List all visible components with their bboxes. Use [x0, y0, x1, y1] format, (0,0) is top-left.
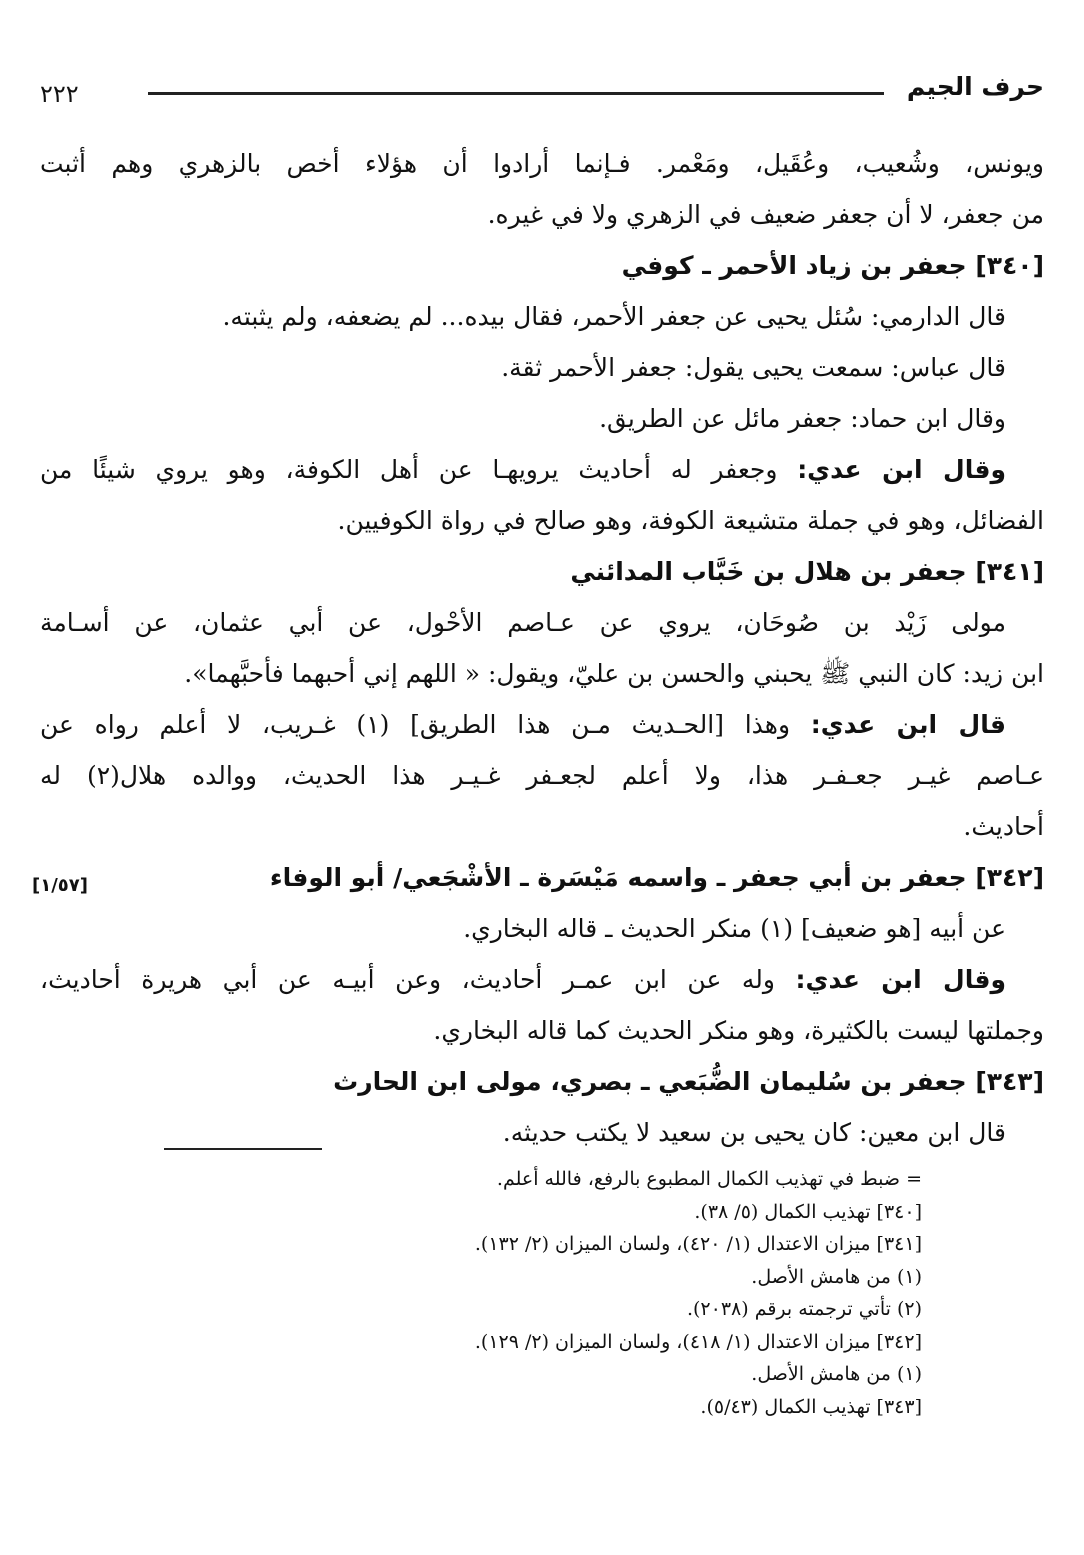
footnote: [٣٤١] ميزان الاعتدال (١/ ٤٢٠)، ولسان الميزان (٢/ ١٣٢).	[474, 1233, 922, 1255]
text-line: وجملتها ليست بالكثيرة، وهو منكر الحديث كما قاله البخاري.	[433, 1016, 1044, 1045]
line-text: وله عن ابن عمـر أحاديث، وعن أبيـه عن أبي هريرة أحاديث،	[40, 965, 775, 994]
line-text: وهذا [الحـديث مـن هذا الطريق] (١) غـريب، لا أعلم رواه عن	[40, 710, 791, 739]
text-line: قال عباس: سمعت يحيى يقول: جعفر الأحمر ثقة.	[501, 353, 1006, 382]
line-text: وجعفر له أحاديث يرويهـا عن أهل الكوفة، وهو يروي شيئًا من	[40, 455, 778, 484]
text-line: عـاصم غيـر جعـفـر هذا، ولا أعلم لجعـفر غـيـر هذا الحديث، ووالده هلال(٢) له	[40, 761, 1044, 790]
entry-heading: [٣٤٣] جعفر بن سُليمان الضُّبَعي ـ بصري، مولى ابن الحارث	[333, 1067, 1044, 1096]
page-header	[40, 72, 1044, 112]
speaker-label: وقال ابن عدي:	[795, 965, 1006, 994]
text-line: ابن زيد: كان النبي ﷺ يحبني والحسن بن عليّ، ويقول: « اللهم إني أحبهما فأحبَّهما».	[184, 659, 1044, 688]
running-title: حرف الجيم	[906, 72, 1044, 101]
footnote: = ضبط في تهذيب الكمال المطبوع بالرفع، فالله أعلم.	[496, 1168, 922, 1190]
text-line: قال الدارمي: سُئل يحيى عن جعفر الأحمر، فقال بيده... لم يضعفه، ولم يثبته.	[222, 302, 1006, 331]
text-line: عن أبيه [هو ضعيف] (١) منكر الحديث ـ قاله البخاري.	[463, 914, 1006, 943]
text-line: أحاديث.	[963, 812, 1044, 841]
text-line: الفضائل، وهو في جملة متشيعة الكوفة، وهو صالح في رواة الكوفيين.	[337, 506, 1044, 535]
text-line: مولى زَيْد بن صُوحَان، يروي عن عـاصم الأحْول، عن أبي عثمان، عن أسـامة	[40, 608, 1006, 637]
entry-heading: [٣٤١] جعفر بن هلال بن خَبَّاب المدائني	[570, 557, 1044, 586]
footnote: (٢) تأتي ترجمته برقم (٢٠٣٨).	[686, 1298, 922, 1320]
margin-note: [١/٥٧]	[32, 875, 89, 896]
page-number: ٢٢٢	[40, 80, 79, 108]
footnote: [٣٤٢] ميزان الاعتدال (١/ ٤١٨)، ولسان الميزان (٢/ ١٢٩).	[474, 1330, 922, 1353]
footnote: [٣٤٠] تهذيب الكمال (٥/ ٣٨).	[694, 1200, 922, 1223]
main-text	[32, 138, 1044, 1158]
text-line	[40, 699, 1044, 750]
speaker-label: وقال ابن عدي:	[797, 455, 1007, 484]
text-line: ويونس، وشُعيب، وعُقَيل، ومَعْمر. فـإنما أرادوا أن هؤلاء أخص بالزهري وهم أثبت	[40, 149, 1044, 178]
text-line	[40, 954, 1044, 1005]
entry-heading	[32, 852, 1044, 903]
text-line: من جعفر، لا أن جعفر ضعيف في الزهري ولا في غيره.	[487, 200, 1044, 229]
footnote: (١) من هامش الأصل.	[751, 1363, 922, 1385]
footnotes	[162, 1163, 922, 1423]
speaker-label: قال ابن عدي:	[810, 710, 1006, 739]
entry-heading-text: [٣٤٢] جعفر بن أبي جعفر ـ واسمه مَيْسَرة ـ الأشْجَعي/ أبو الوفاء	[269, 863, 1044, 892]
footnote: [٣٤٣] تهذيب الكمال (٥/٤٣).	[700, 1395, 922, 1418]
text-line: قال ابن معين: كان يحيى بن سعيد لا يكتب حديثه.	[502, 1118, 1006, 1147]
footnote: (١) من هامش الأصل.	[751, 1265, 922, 1288]
text-line	[40, 444, 1044, 495]
text-line: وقال ابن حماد: جعفر مائل عن الطريق.	[599, 404, 1006, 433]
header-rule	[148, 92, 884, 95]
footnote-rule	[164, 1148, 322, 1150]
entry-heading: [٣٤٠] جعفر بن زياد الأحمر ـ كوفي	[621, 251, 1044, 280]
